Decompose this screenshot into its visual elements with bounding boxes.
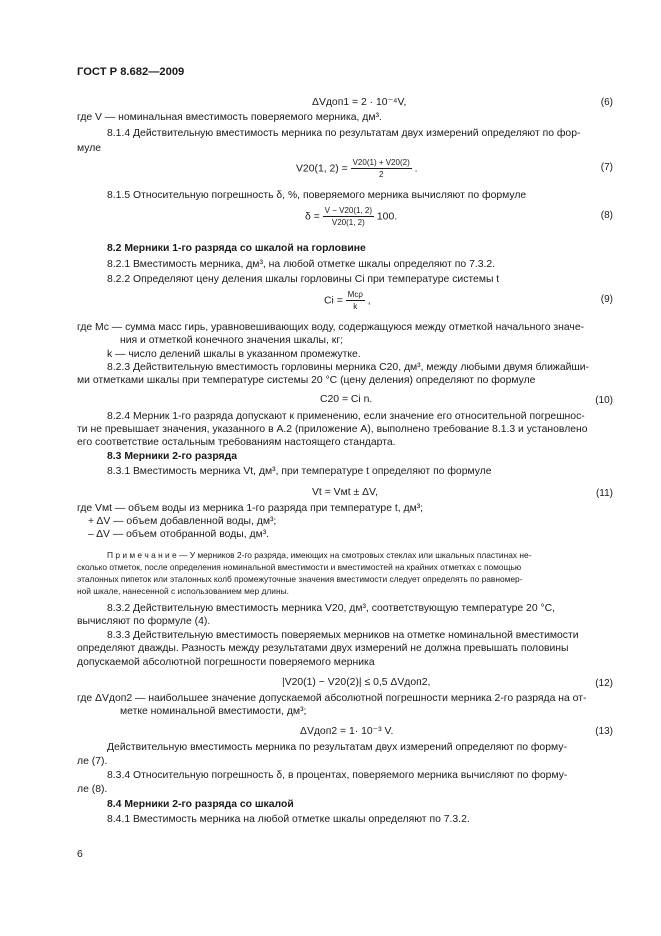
formula-9-denominator: k [353, 302, 358, 311]
formula-7-denominator: 2 [378, 170, 384, 179]
clause-8-4-1: 8.4.1 Вместимость мерника на любой отметке шкалы определяют по 7.3.2. [107, 814, 470, 825]
formula-number-6: (6) [600, 97, 613, 108]
text-line: k — число делений шкалы в указанном промежутке. [107, 349, 361, 360]
text-line: где V — номинальная вместимость поверяемого мерника, дм³. [77, 112, 382, 123]
text-line: допускаемой абсолютной погрешности поверяемого мерника [77, 657, 375, 668]
note-line: П р и м е ч а н и е — У мерников 2-го разряда, имеющих на смотровых стеклах или шкальных пластинах не- [107, 550, 532, 560]
text-line: где Mс — сумма масс гирь, уравновешивающих воду, содержащуюся между отметкой начального значе- [77, 322, 585, 333]
text-line: метке номинальной вместимости, дм³; [120, 706, 307, 717]
text-line: где Vмt — объем воды из мерника 1-го разряда при температуре t, дм³; [77, 503, 424, 514]
formula-number-12: (12) [595, 678, 613, 689]
formula-11: Vt = Vмt ± ΔV, [312, 487, 378, 498]
section-heading-8-2: 8.2 Мерники 1-го разряда со шкалой на горловине [107, 243, 366, 254]
formula-8-tail: 100. [376, 211, 398, 223]
text-line: + ΔV — объем добавленной воды, дм³; [88, 516, 277, 527]
formula-9 [324, 290, 371, 311]
clause-8-3-3: 8.3.3 Действительную вместимость поверяемых мерников на отметке номинальной вместимости [107, 630, 579, 641]
text-line: где ΔVдоп2 — наибольшее значение допускаемой абсолютной погрешности мерника 2-го разряда на от- [77, 693, 587, 704]
page-number: 6 [77, 849, 83, 860]
note-line: ной шкале, нанесенной с использованием мер длины. [77, 586, 289, 596]
formula-10: C20 = Ci n. [320, 394, 373, 405]
note-line: сколько отметок, после определения номинальной вместимости и вместимостей на крайних отметках с помощью [77, 562, 522, 572]
formula-number-9: (9) [600, 294, 613, 305]
clause-8-3-4: 8.3.4 Относительную погрешность δ, в процентах, поверяемого мерника вычисляют по форму- [107, 770, 568, 781]
formula-9-lhs: Ci = [324, 295, 343, 307]
clause-8-2-2: 8.2.2 Определяют цену деления шкалы горловины Ci при температуре системы t [107, 274, 500, 285]
formula-number-8: (8) [600, 210, 613, 221]
formula-number-7: (7) [600, 162, 613, 173]
formula-7 [296, 158, 418, 179]
formula-number-10: (10) [595, 395, 613, 406]
formula-8 [305, 206, 397, 227]
text-line: определяют дважды. Разность между результатами двух измерений не должна превышать половины [77, 643, 569, 654]
text-line: ми отметками шкалы при температуре системы 20 °С (цену деления) определяют по формуле [77, 375, 536, 386]
text-line: его соответствие остальным требованиям настоящего стандарта. [77, 437, 396, 448]
formula-7-numerator: V20(1) + V20(2) [352, 158, 410, 167]
clause-8-3-1: 8.3.1 Вместимость мерника Vt, дм³, при температуре t определяют по формуле [107, 466, 492, 477]
text-line: муле [77, 143, 102, 154]
clause-8-1-4: 8.1.4 Действительную вместимость мерника по результатам двух измерений определяют по фор- [107, 128, 581, 139]
clause-8-2-1: 8.2.1 Вместимость мерника, дм³, на любой отметке шкалы определяют по 7.3.2. [107, 259, 496, 270]
formula-8-denominator: V20(1, 2) [331, 218, 365, 227]
text-line: – ΔV — объем отобранной воды, дм³. [88, 529, 270, 540]
text-line: ти не превышает значения, указанного в А.2 (приложение А), выполнено требование 8.1.3 и установлено [77, 424, 588, 435]
text-line: ле (7). [77, 756, 108, 767]
clause-8-2-4: 8.2.4 Мерник 1-го разряда допускают к применению, если значение его относительной погрешнос- [107, 411, 585, 422]
formula-13: ΔVдоп2 = 1· 10⁻³ V. [300, 726, 394, 737]
formula-7-lhs: V20(1, 2) = [296, 163, 348, 175]
section-heading-8-4: 8.4 Мерники 2-го разряда со шкалой [107, 799, 294, 810]
formula-number-11: (11) [595, 488, 613, 499]
formula-8-lhs: δ = [305, 211, 320, 223]
text-line: Действительную вместимость мерника по результатам двух измерений определяют по форму- [107, 742, 567, 753]
text-line: ле (8). [77, 784, 108, 795]
formula-7-tail: . [414, 163, 418, 175]
formula-8-numerator: V − V20(1, 2) [324, 206, 372, 215]
formula-9-tail: , [367, 295, 371, 307]
clause-8-3-2: 8.3.2 Действительную вместимость мерника V20, дм³, соответствующую температуре 20 °С, [107, 603, 556, 614]
formula-9-numerator: Mсρ [347, 290, 363, 299]
clause-8-1-5: 8.1.5 Относительную погрешность δ, %, поверяемого мерника вычисляют по формуле [107, 190, 527, 201]
clause-8-2-3: 8.2.3 Действительную вместимость горловины мерника C20, дм³, между любыми двумя ближайши- [107, 362, 590, 373]
section-heading-8-3: 8.3 Мерники 2-го разряда [107, 451, 237, 462]
note-line: эталонных пипеток или эталонных колб промежуточные значения вместимости следует определять по равномер- [77, 574, 523, 584]
formula-number-13: (13) [595, 726, 613, 737]
text-line: вычисляют по формуле (4). [77, 616, 211, 627]
document-header: ГОСТ Р 8.682—2009 [77, 66, 185, 78]
formula-12: |V20(1) − V20(2)| ≤ 0,5 ΔVдоп2, [282, 677, 431, 688]
formula-6: ΔVдоп1 = 2 · 10⁻⁴V, [312, 97, 407, 108]
text-line: ния и отметкой конечного значения шкалы, кг; [120, 335, 344, 346]
